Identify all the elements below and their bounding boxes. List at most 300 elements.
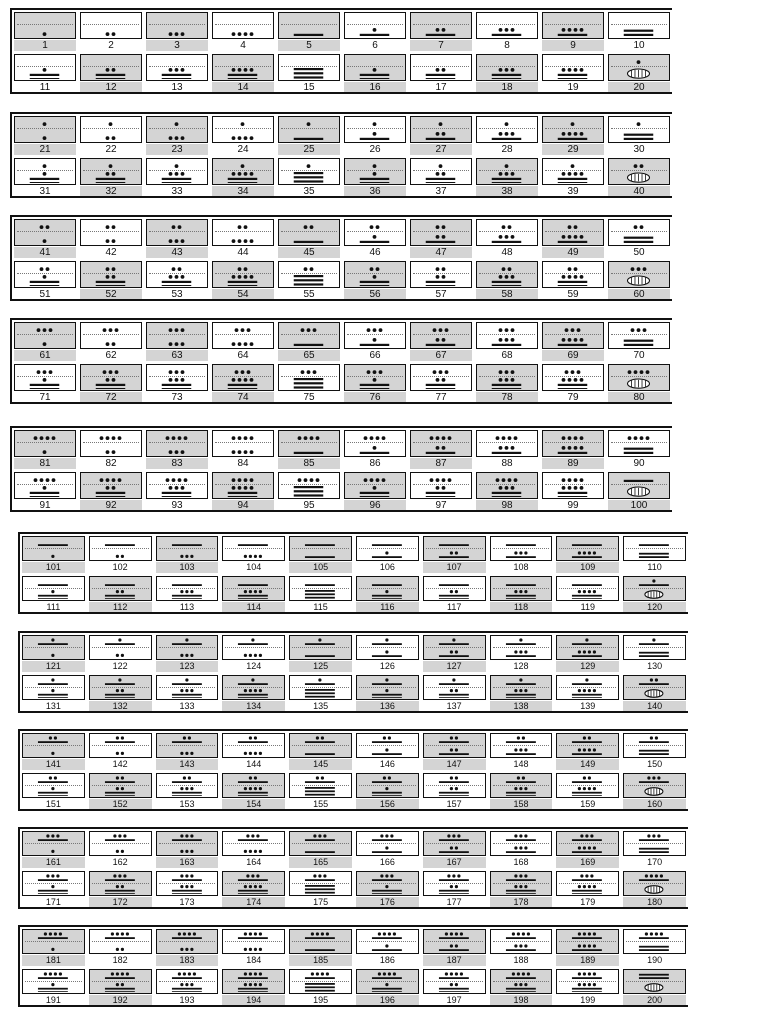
numeral-glyph-box — [289, 929, 352, 954]
numeral-dot — [562, 235, 566, 239]
numeral-bar — [506, 795, 536, 796]
numeral-row — [12, 12, 672, 52]
numeral-dot — [568, 378, 572, 382]
maya-numeral-glyph — [345, 473, 404, 497]
numeral-dot — [442, 28, 446, 32]
numeral-dot — [254, 787, 257, 790]
numeral-cell — [87, 536, 154, 574]
numeral-dot — [565, 370, 569, 374]
numeral-dot — [316, 932, 319, 935]
numeral-bar — [360, 285, 390, 286]
numeral-bar — [238, 937, 268, 939]
numeral-bar — [38, 937, 68, 939]
numeral-dot — [244, 948, 247, 951]
numeral-bar — [506, 893, 536, 894]
maya-numeral-glyph — [279, 473, 338, 497]
numeral-dot — [447, 834, 450, 837]
numeral-cell — [12, 12, 78, 52]
numeral-dot — [123, 834, 126, 837]
numeral-dot — [43, 68, 47, 72]
numeral-glyph-box — [278, 322, 340, 349]
numeral-dot — [43, 342, 47, 346]
numeral-cell — [540, 219, 606, 259]
numeral-bar — [238, 598, 268, 599]
numeral-glyph-box — [222, 635, 285, 660]
numeral-dot — [181, 275, 185, 279]
numeral-dot — [112, 267, 116, 271]
numeral-dot — [519, 834, 522, 837]
numeral-bar — [639, 655, 669, 657]
numeral-bar — [624, 237, 654, 239]
maya-numeral-glyph — [345, 220, 404, 244]
numeral-label: 100 — [608, 500, 670, 511]
numeral-dot — [376, 478, 380, 482]
numeral-bar — [572, 795, 602, 796]
numeral-glyph-box — [222, 536, 285, 561]
maya-numeral-glyph — [147, 473, 206, 497]
numeral-bar — [172, 937, 202, 939]
numeral-bar — [30, 285, 60, 286]
numeral-bar — [305, 590, 335, 592]
numeral-bar — [172, 643, 202, 645]
numeral-label: 63 — [146, 350, 208, 361]
numeral-bar — [305, 787, 335, 789]
numeral-dot — [385, 650, 388, 653]
numeral-dot — [583, 972, 586, 975]
numeral-dot — [588, 551, 591, 554]
numeral-dot — [175, 378, 179, 382]
numeral-glyph-box — [410, 158, 472, 185]
numeral-dot — [571, 164, 575, 168]
numeral-glyph-box — [146, 116, 208, 143]
numeral-dot — [373, 338, 377, 342]
numeral-glyph-box — [423, 576, 486, 601]
maya-numeral-glyph — [147, 159, 206, 183]
numeral-glyph-box — [22, 576, 85, 601]
numeral-bar — [238, 584, 268, 586]
numeral-bar — [38, 879, 68, 881]
numeral-dot — [182, 736, 185, 739]
numeral-dot — [118, 834, 121, 837]
numeral-dot — [511, 68, 515, 72]
maya-numeral-glyph — [290, 577, 350, 599]
numeral-dot — [505, 275, 509, 279]
maya-numeral-glyph — [543, 473, 602, 497]
numeral-dot — [181, 486, 185, 490]
numeral-dot — [562, 446, 566, 450]
numeral-label: 164 — [246, 857, 262, 867]
numeral-bar — [105, 683, 135, 685]
numeral-dot — [121, 590, 124, 593]
numeral-dot — [254, 983, 257, 986]
numeral-dot — [169, 32, 173, 36]
numeral-dot — [185, 678, 188, 681]
maya-numeral-glyph — [23, 832, 83, 854]
numeral-dot — [172, 225, 176, 229]
numeral-dot — [250, 342, 254, 346]
numeral-dot — [109, 122, 113, 126]
numeral-cell — [421, 675, 488, 713]
maya-numeral-glyph — [23, 930, 83, 952]
numeral-dot — [586, 834, 589, 837]
numeral-dot — [502, 478, 506, 482]
numeral-label: 66 — [369, 350, 381, 361]
numeral-dot — [460, 932, 463, 935]
numeral-dot — [181, 342, 185, 346]
numeral-cell — [540, 322, 606, 362]
numeral-dot — [568, 486, 572, 490]
numeral-bar — [439, 697, 469, 698]
numeral-dot — [645, 932, 648, 935]
numeral-dot — [190, 555, 193, 558]
numeral-label: 109 — [556, 562, 619, 573]
numeral-dot — [116, 787, 119, 790]
numeral-dot — [187, 736, 190, 739]
numeral-dot — [580, 436, 584, 440]
numeral-dot — [244, 68, 248, 72]
numeral-dot — [166, 478, 170, 482]
numeral-dot — [181, 172, 185, 176]
numeral-glyph-box — [556, 831, 619, 856]
numeral-bar — [426, 74, 456, 76]
numeral-table-block — [10, 215, 672, 301]
numeral-dot — [657, 776, 660, 779]
numeral-dot — [519, 846, 522, 849]
numeral-dot — [436, 338, 440, 342]
maya-numeral-glyph — [90, 734, 150, 756]
numeral-cell — [606, 472, 672, 512]
numeral-label: 159 — [580, 799, 596, 809]
numeral-bar — [305, 692, 335, 694]
numeral-cell — [78, 116, 144, 156]
numeral-cell — [287, 929, 354, 967]
numeral-label: 92 — [80, 500, 142, 511]
numeral-cell — [87, 773, 154, 811]
numeral-label: 188 — [513, 955, 529, 965]
numeral-dot — [436, 478, 440, 482]
numeral-cell — [144, 261, 210, 301]
numeral-dot — [383, 736, 386, 739]
maya-numeral-glyph — [81, 159, 140, 183]
numeral-glyph-box — [556, 675, 619, 700]
numeral-label: 135 — [313, 701, 329, 711]
numeral-bar — [172, 890, 202, 892]
maya-numeral-glyph — [424, 774, 484, 796]
numeral-dot — [323, 834, 326, 837]
numeral-dot — [390, 874, 393, 877]
numeral-dot — [116, 776, 119, 779]
numeral-dot — [254, 555, 257, 558]
numeral-glyph-box — [80, 364, 142, 391]
maya-numeral-glyph — [223, 537, 283, 559]
numeral-bar — [506, 879, 536, 881]
numeral-dot — [439, 122, 443, 126]
numeral-cell — [621, 733, 688, 771]
numeral-bar — [30, 74, 60, 76]
numeral-dot — [311, 972, 314, 975]
numeral-glyph-box — [608, 116, 670, 143]
numeral-dot — [249, 590, 252, 593]
numeral-bar — [492, 384, 522, 386]
numeral-glyph-box — [423, 675, 486, 700]
numeral-glyph-box — [289, 536, 352, 561]
numeral-dot — [169, 370, 173, 374]
numeral-label: 91 — [39, 500, 51, 511]
numeral-bar — [372, 697, 402, 698]
maya-numeral-glyph — [279, 365, 338, 389]
numeral-dot — [628, 370, 632, 374]
numeral-dot — [505, 68, 509, 72]
numeral-label: 40 — [608, 186, 670, 197]
numeral-glyph-box — [423, 635, 486, 660]
numeral-label: 179 — [580, 897, 596, 907]
numeral-cell — [621, 536, 688, 574]
numeral-row — [20, 536, 688, 574]
numeral-bar — [96, 182, 126, 183]
numeral-dot — [643, 328, 647, 332]
numeral-label: 128 — [513, 661, 529, 671]
maya-numeral-glyph — [81, 55, 140, 79]
maya-numeral-glyph — [357, 930, 417, 952]
numeral-glyph-box — [89, 773, 152, 798]
numeral-bar — [38, 595, 68, 597]
maya-numeral-glyph — [15, 365, 74, 389]
numeral-cell — [421, 733, 488, 771]
numeral-dot — [655, 678, 658, 681]
numeral-label: 142 — [112, 759, 128, 769]
numeral-dot — [192, 932, 195, 935]
numeral-dot — [190, 752, 193, 755]
numeral-bar — [96, 492, 126, 494]
numeral-dot — [244, 239, 248, 243]
numeral-row — [12, 472, 672, 512]
numeral-dot — [583, 846, 586, 849]
numeral-bar — [96, 285, 126, 286]
numeral-dot — [259, 972, 262, 975]
numeral-dot — [187, 932, 190, 935]
numeral-dot — [385, 638, 388, 641]
numeral-bar — [426, 241, 456, 243]
numeral-bar — [38, 991, 68, 992]
numeral-label: 71 — [39, 392, 51, 403]
numeral-dot — [259, 689, 262, 692]
numeral-glyph-box — [608, 158, 670, 185]
numeral-glyph-box — [14, 12, 76, 39]
numeral-dot — [455, 748, 458, 751]
numeral-dot — [232, 136, 236, 140]
maya-numeral-glyph — [290, 676, 350, 698]
numeral-label: 24 — [237, 144, 249, 155]
numeral-dot — [519, 638, 522, 641]
numeral-bar — [492, 492, 522, 494]
numeral-label: 64 — [237, 350, 249, 361]
numeral-row — [12, 54, 672, 94]
numeral-dot — [326, 972, 329, 975]
numeral-dot — [249, 654, 252, 657]
numeral-glyph-box — [542, 430, 604, 457]
numeral-dot — [238, 275, 242, 279]
numeral-dot — [187, 776, 190, 779]
numeral-dot — [586, 638, 589, 641]
numeral-cell — [408, 472, 474, 512]
maya-numeral-glyph — [609, 117, 668, 141]
numeral-dot — [169, 486, 173, 490]
maya-numeral-glyph — [424, 872, 484, 894]
numeral-bar — [30, 281, 60, 283]
maya-numeral-glyph — [424, 636, 484, 658]
numeral-dot — [116, 654, 119, 657]
numeral-bar — [305, 753, 335, 755]
numeral-dot — [116, 555, 119, 558]
numeral-glyph-box — [608, 54, 670, 81]
numeral-dot — [442, 486, 446, 490]
maya-numeral-glyph — [424, 676, 484, 698]
numeral-bar — [305, 949, 335, 951]
numeral-label: 4 — [240, 40, 246, 51]
numeral-dot — [51, 555, 54, 558]
numeral-dot — [175, 328, 179, 332]
numeral-dot — [562, 486, 566, 490]
numeral-dot — [238, 342, 242, 346]
numeral-dot — [385, 748, 388, 751]
numeral-bar — [372, 879, 402, 881]
numeral-glyph-box — [156, 831, 219, 856]
numeral-dot — [499, 370, 503, 374]
numeral-label: 34 — [212, 186, 274, 197]
numeral-label: 68 — [501, 350, 513, 361]
numeral-cell — [474, 116, 540, 156]
numeral-dot — [190, 874, 193, 877]
numeral-bar — [372, 683, 402, 685]
numeral-glyph-box — [22, 536, 85, 561]
maya-numeral-glyph — [15, 431, 74, 455]
numeral-dot — [257, 834, 260, 837]
numeral-dot — [442, 478, 446, 482]
numeral-dot — [232, 478, 236, 482]
maya-numeral-glyph — [477, 117, 536, 141]
numeral-table-block — [18, 631, 688, 713]
numeral-dot — [112, 32, 116, 36]
numeral-label: 41 — [14, 247, 76, 258]
numeral-dot — [577, 328, 581, 332]
numeral-glyph-box — [542, 54, 604, 81]
numeral-dot — [121, 972, 124, 975]
numeral-bar — [305, 643, 335, 645]
numeral-dot — [180, 885, 183, 888]
numeral-label: 183 — [156, 955, 219, 966]
numeral-dot — [574, 478, 578, 482]
numeral-dot — [571, 328, 575, 332]
numeral-dot — [514, 478, 518, 482]
numeral-dot — [52, 478, 56, 482]
numeral-dot — [580, 378, 584, 382]
numeral-bar — [558, 388, 588, 389]
maya-numeral-glyph — [491, 832, 551, 854]
numeral-label: 49 — [542, 247, 604, 258]
numeral-bar — [426, 285, 456, 286]
numeral-dot — [519, 590, 522, 593]
numeral-cell — [87, 733, 154, 771]
numeral-dot — [519, 787, 522, 790]
numeral-dot — [238, 267, 242, 271]
numeral-dot — [455, 932, 458, 935]
numeral-glyph-box — [278, 472, 340, 499]
numeral-cell — [12, 364, 78, 404]
numeral-dot — [450, 776, 453, 779]
numeral-label: 28 — [501, 144, 513, 155]
maya-numeral-glyph — [23, 636, 83, 658]
numeral-label: 43 — [146, 247, 208, 258]
numeral-glyph-box — [156, 969, 219, 994]
numeral-dot — [175, 68, 179, 72]
numeral-dot — [505, 486, 509, 490]
numeral-dot — [43, 328, 47, 332]
numeral-dot — [121, 555, 124, 558]
numeral-bar — [639, 977, 669, 979]
numeral-bar — [305, 683, 335, 685]
numeral-dot — [121, 932, 124, 935]
numeral-dot — [514, 834, 517, 837]
numeral-bar — [305, 544, 335, 546]
numeral-dot — [448, 478, 452, 482]
numeral-bar — [492, 281, 522, 283]
numeral-glyph-box — [356, 773, 419, 798]
numeral-glyph-box — [423, 871, 486, 896]
numeral-dot — [112, 136, 116, 140]
numeral-dot — [121, 654, 124, 657]
numeral-cell — [276, 219, 342, 259]
numeral-glyph-box — [608, 472, 670, 499]
numeral-label: 62 — [105, 350, 117, 361]
numeral-bar — [624, 452, 654, 454]
maya-numeral-glyph — [424, 832, 484, 854]
numeral-dot — [254, 654, 257, 657]
numeral-glyph-box — [14, 116, 76, 143]
numeral-dot — [580, 172, 584, 176]
numeral-cell — [621, 675, 688, 713]
numeral-bar — [506, 655, 536, 657]
numeral-dot — [436, 446, 440, 450]
numeral-bar — [426, 452, 456, 454]
numeral-dot — [439, 370, 443, 374]
numeral-dot — [238, 225, 242, 229]
maya-numeral-glyph — [557, 872, 617, 894]
numeral-bar — [439, 988, 469, 990]
numeral-bar — [162, 388, 192, 389]
maya-numeral-glyph — [609, 262, 668, 286]
numeral-bar — [172, 598, 202, 599]
numeral-cell — [354, 969, 421, 1007]
numeral-dot — [574, 68, 578, 72]
numeral-bar — [426, 34, 456, 36]
numeral-label: 192 — [89, 995, 152, 1006]
numeral-dot — [583, 551, 586, 554]
numeral-bar — [38, 694, 68, 696]
numeral-dot — [180, 590, 183, 593]
numeral-bar — [238, 988, 268, 990]
numeral-dot — [390, 834, 393, 837]
numeral-dot — [313, 834, 316, 837]
numeral-dot — [637, 267, 641, 271]
numeral-dot — [514, 846, 517, 849]
numeral-dot — [652, 638, 655, 641]
numeral-dot — [254, 885, 257, 888]
numeral-glyph-box — [89, 929, 152, 954]
numeral-bar — [38, 741, 68, 743]
numeral-cell — [154, 929, 221, 967]
numeral-dot — [175, 275, 179, 279]
numeral-bar — [30, 384, 60, 386]
